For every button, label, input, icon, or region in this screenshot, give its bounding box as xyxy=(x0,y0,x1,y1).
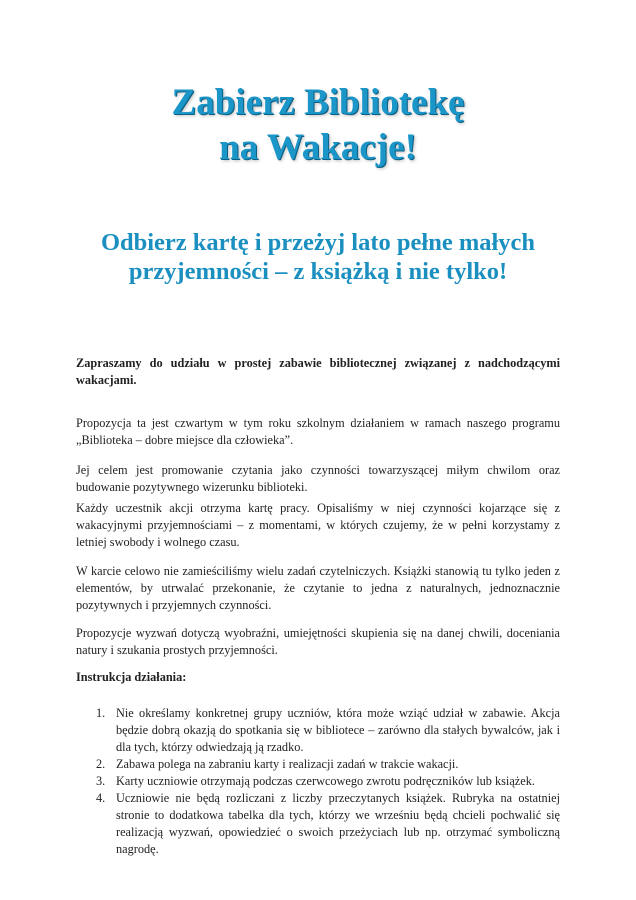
list-item-text: Uczniowie nie będą rozliczani z liczby przeczytanych książek. Rubryka na ostatniej stronie to dodatkowa tabelka dla tych, którzy we wrześniu będą chcieli pochwalić się realizacją wyzwań, opowiedzieć o swoich przeżyciach lub np. otrzymać symboliczną nagrodę. xyxy=(116,791,560,856)
page-title-line-1: Zabierz Bibliotekę xyxy=(171,82,465,123)
list-item-number: 2. xyxy=(96,757,106,771)
list-item-text: Zabawa polega na zabraniu karty i realizacji zadań w trakcie wakacji. xyxy=(116,757,459,771)
list-item-number: 4. xyxy=(96,791,106,805)
paragraph-2: Jej celem jest promowanie czytania jako czynności towarzyszącej miłym chwilom oraz budowanie pozytywnego wizerunku biblioteki. xyxy=(76,463,560,494)
subtitle-line-1: Odbierz kartę i przeżyj lato pełne małych xyxy=(100,229,536,256)
list-item xyxy=(76,790,560,858)
lead-paragraph: Zapraszamy do udziału w prostej zabawie bibliotecznej związanej z nadchodzącymi wakacjami. xyxy=(76,356,560,387)
list-item-number: 1. xyxy=(96,706,106,720)
list-item xyxy=(76,705,560,756)
instructions-heading: Instrukcja działania: xyxy=(76,670,187,684)
list-item-number: 3. xyxy=(96,774,106,788)
list-item-text: Nie określamy konkretnej grupy uczniów, która może wziąć udział w zabawie. Akcja będzie dobrą okazją do spotkania się w bibliotece – zarówno dla stałych bywalców, jak i dla tych, którzy odwiedzają ją rzadko. xyxy=(116,706,560,754)
paragraph-4: W karcie celowo nie zamieściliśmy wielu zadań czytelniczych. Książki stanowią tu tylko jeden z elementów, by utrwalać przekonanie, że czytanie to jedna z naturalnych, jednoznacznie pozytywnych i przyjemnych czynności. xyxy=(76,564,560,612)
instructions-list xyxy=(76,705,560,858)
subtitle-line-2: przyjemności – z książką i nie tylko! xyxy=(128,258,508,285)
page-title-line-2: na Wakacje! xyxy=(219,127,417,168)
paragraph-5: Propozycje wyzwań dotyczą wyobraźni, umiejętności skupienia się na danej chwili, doceniania natury i szukania prostych przyjemności. xyxy=(76,626,560,657)
paragraph-3: Każdy uczestnik akcji otrzyma kartę pracy. Opisaliśmy w niej czynności kojarzące się z wakacyjnymi przyjemnościami – z momentami, w których czujemy, że w pełni korzystamy z letniej swobody i wolnego czasu. xyxy=(76,501,560,549)
list-item-text: Karty uczniowie otrzymają podczas czerwcowego zwrotu podręczników lub książek. xyxy=(116,774,535,788)
list-item xyxy=(76,773,560,790)
list-item xyxy=(76,756,560,773)
paragraph-1: Propozycja ta jest czwartym w tym roku szkolnym działaniem w ramach naszego programu „Biblioteka – dobre miejsce dla człowieka”. xyxy=(76,416,560,447)
